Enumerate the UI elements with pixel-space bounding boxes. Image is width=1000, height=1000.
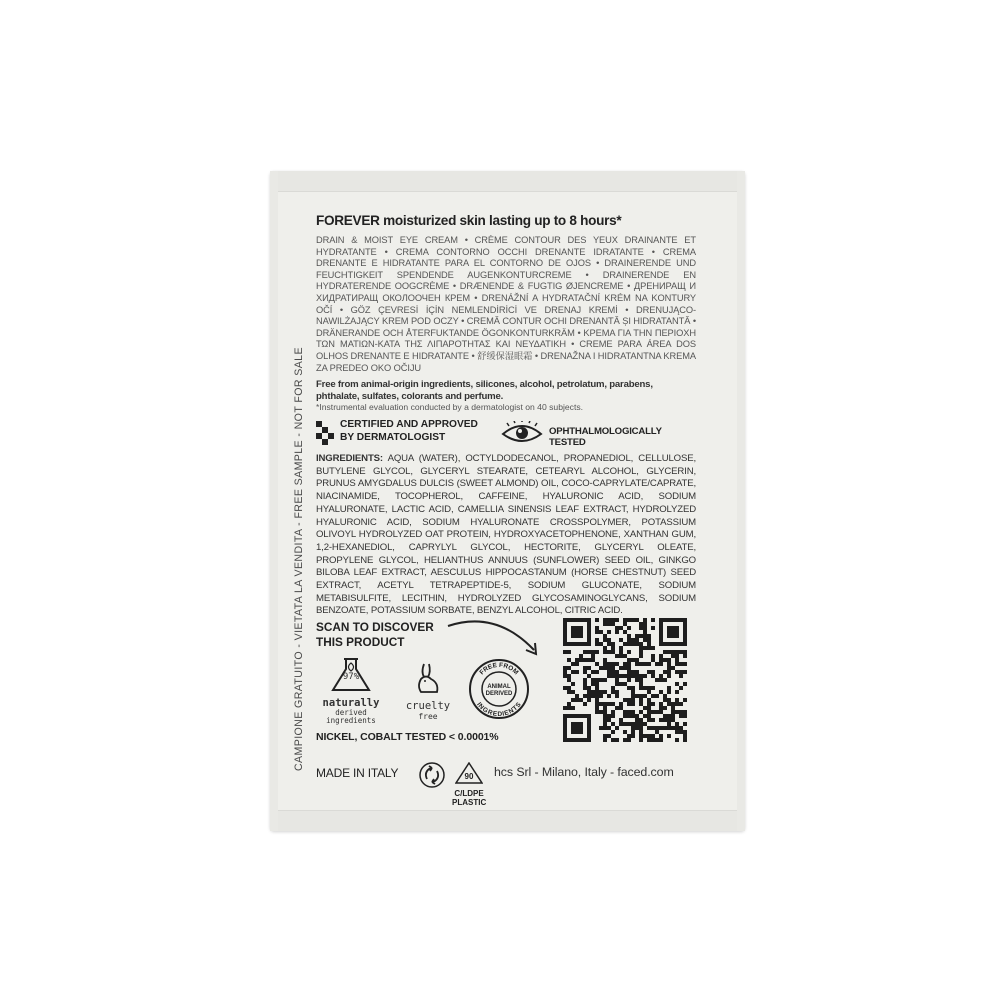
rabbit-icon xyxy=(413,662,443,696)
certification-row xyxy=(316,418,696,448)
scan-line1: SCAN TO DISCOVER xyxy=(316,620,434,634)
left-seal xyxy=(270,171,278,831)
cruelty-line2: free xyxy=(418,712,438,721)
scan-line2: THIS PRODUCT xyxy=(316,635,405,649)
text-block xyxy=(316,213,696,413)
ingredients-list xyxy=(316,453,696,618)
side-sample-text: CAMPIONE GRATUITO - VIETATA LA VENDITA - FREE SAMPLE - NOT FOR SALE xyxy=(293,347,305,771)
bottom-seal xyxy=(270,810,745,831)
dermatologist-check-icon xyxy=(316,421,334,445)
natural-line2: derived xyxy=(335,708,367,717)
eye-icon xyxy=(501,421,543,445)
multilingual-names: DRAIN & MOIST EYE CREAM • CRÈME CONTOUR DES YEUX DRAINANTE ET HYDRATANTE • CREMA CONTORNO OCCHI DRENANTE IDRATANTE • CREMA DRENANTE E HIDRATANTE PARA EL CONTORNO DE OJOS • DRAINERENDE UND FEUCHTIGKEIT SPENDENDE AUGENKONTURCREME • DRAINERENDE EN HYDRATERENDE OOGCRÈME • DRÆNENDE & FUGTIG ØJENCREME • ДРЕНИРАЩ И ХИДРАТИРАЩ ОКОЛООЧЕН КРЕМ • DRENÁŽNÍ A HYDRATAČNÍ KRÉM NA KONTURY OČÍ • GÖZ ÇEVRESİ İÇİN NEMLENDİRİCİ VE DRENAJ KREMİ • DRENUJĄCO-NAWILŻAJĄCY KREM POD OCZY • CREMĂ CONTUR OCHI DRENANTĂ ȘI HIDRATANTĂ • DRÄNERANDE OCH ÅTERFUKTANDE ÖGONKONTURKRÄM • ΚΡΕΜΑ ΓΙΑ ΤΗΝ ΠΕΡΙΟΧΗ ΤΩΝ ΜΑΤΙΩΝ-ΚΑΤΑ ΤΗΣ ΛΙΠΑΡΟΤΗΤΑΣ ΚΑΙ ΝΕΥΔΑΤΙΚΗ • CREME PARA ÁREA DOS OLHOS DRENANTE E HIDRATANTE • 舒缓保湿眼霜 • DRENAŽNA I HIDRATANTNA KREMA ZA PREDEO OKO OČIJU xyxy=(316,235,696,373)
naturally-derived-badge xyxy=(318,657,384,725)
free-badge-mid2: DERIVED xyxy=(485,691,513,697)
recycle-line1: C/LDPE xyxy=(454,789,484,798)
free-badge-top: FREE FROM xyxy=(478,661,520,677)
free-from-text: Free from animal-origin ingredients, silicones, alcohol, petrolatum, parabens, phthalate, sulfates, colorants and perfume. xyxy=(316,379,653,402)
bottom-row xyxy=(316,762,696,807)
svg-text:INGREDIENTS xyxy=(475,701,523,718)
certified-line2: BY DERMATOLOGIST xyxy=(340,432,446,443)
recycling-code xyxy=(452,762,486,807)
qr-code[interactable] xyxy=(563,618,687,742)
recycle-icon xyxy=(419,762,445,788)
nickel-cobalt-text: NICKEL, COBALT TESTED < 0.0001% xyxy=(316,731,499,743)
headline: FOREVER moisturized skin lasting up to 8 hours* xyxy=(316,213,622,228)
certified-text xyxy=(340,418,478,444)
ingredients-text: AQUA (WATER), OCTYLDODECANOL, PROPANEDIOL, CELLULOSE, BUTYLENE GLYCOL, GLYCERYL STEARATE, CETEARYL ALCOHOL, GLYCERIN, PRUNUS AMYGDALUS DULCIS (SWEET ALMOND) OIL, COCO-CAPRYLATE/CAPRATE, NIACINAMIDE, TOCOPHEROL, CAFFEINE, HYALURONIC ACID, SODIUM HYALURONATE, LACTIC ACID, CAMELLIA SINENSIS LEAF EXTRACT, HYDROLYZED HYALURONIC ACID, SODIUM HYALURONATE CROSSPOLYMER, POTASSIUM OLIVOYL HYDROLYZED OAT PROTEIN, HYDROXYACETOPHENONE, XANTHAN GUM, 1,2-HEXANEDIOL, CAPRYLYL GLYCOL, HECTORITE, GLYCERYL OLEATE, PROPYLENE GLYCOL, HELIANTHUS ANNUUS (SUNFLOWER) SEED OIL, GINKGO BILOBA LEAF EXTRACT, AESCULUS HIPPOCASTANUM (HORSE CHESTNUT) SEED EXTRACT, ACETYL TETRAPEPTIDE-5, SODIUM GLUCONATE, SODIUM METABISULFITE, LECITHIN, HYDROLYZED GLYCOSAMINOGLYCANS, SODIUM BENZOATE, POTASSIUM SORBATE, BENZYL ALCOHOL, CITRIC ACID. xyxy=(316,453,696,617)
cruelty-free-badge xyxy=(396,662,460,721)
recycle-line2: PLASTIC xyxy=(452,798,487,807)
natural-percent: 97% xyxy=(342,672,360,682)
footnote: *Instrumental evaluation conducted by a dermatologist on 40 subjects. xyxy=(316,402,584,413)
natural-line1: naturally xyxy=(322,697,380,709)
made-in-italy: MADE IN ITALY xyxy=(316,766,399,780)
recycle-triangle-icon xyxy=(455,762,483,784)
free-from-animal-badge xyxy=(468,658,530,720)
right-seal xyxy=(737,171,745,831)
ingredients-label: INGREDIENTS: xyxy=(316,453,383,464)
company-info: hcs Srl - Milano, Italy - faced.com xyxy=(494,765,674,779)
free-badge-mid1: ANIMAL xyxy=(487,684,511,690)
recycle-code: 90 xyxy=(464,772,474,781)
free-badge-bottom: INGREDIENTS xyxy=(475,701,523,719)
natural-line3: ingredients xyxy=(326,716,376,725)
certified-line1: CERTIFIED AND APPROVED xyxy=(340,419,478,430)
cruelty-line1: cruelty xyxy=(405,700,451,712)
top-seal xyxy=(270,171,745,192)
ophthalmo-text: OPHTHALMOLOGICALLY TESTED xyxy=(549,426,662,448)
scan-text xyxy=(316,620,434,650)
